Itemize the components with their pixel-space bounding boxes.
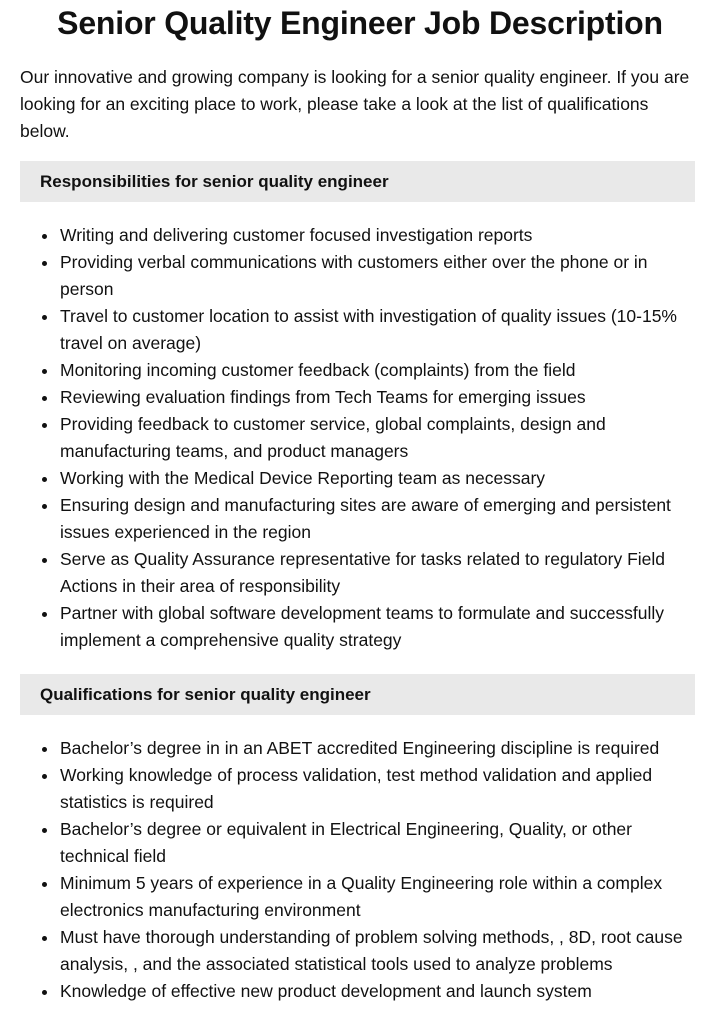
list-item: Partner with global software development teams to formulate and successfully implement a comprehensive quality strategy xyxy=(60,600,700,654)
qualifications-heading: Qualifications for senior quality engineer xyxy=(20,674,695,715)
page-title: Senior Quality Engineer Job Description xyxy=(57,5,663,41)
responsibilities-heading: Responsibilities for senior quality engineer xyxy=(20,161,695,202)
list-item: Providing verbal communications with customers either over the phone or in person xyxy=(60,249,700,303)
list-item: Working with the Medical Device Reporting team as necessary xyxy=(60,465,700,492)
intro-paragraph: Our innovative and growing company is looking for a senior quality engineer. If you are looking for an exciting place to work, please take a look at the list of qualifications below. xyxy=(20,67,690,141)
list-item: Must have thorough understanding of problem solving methods, , 8D, root cause analysis, , and the associated statistical tools used to analyze problems xyxy=(60,924,700,978)
list-item: Bachelor’s degree in in an ABET accredited Engineering discipline is required xyxy=(60,735,700,762)
list-item: Serve as Quality Assurance representative for tasks related to regulatory Field Actions in their area of responsibility xyxy=(60,546,700,600)
list-item: Travel to customer location to assist with investigation of quality issues (10-15% travel on average) xyxy=(60,303,700,357)
list-item: Working knowledge of process validation, test method validation and applied statistics is required xyxy=(60,762,700,816)
list-item: Providing feedback to customer service, global complaints, design and manufacturing teams, and product managers xyxy=(60,411,700,465)
responsibilities-list xyxy=(20,222,700,654)
list-item: Monitoring incoming customer feedback (complaints) from the field xyxy=(60,357,700,384)
list-item: Knowledge of effective new product development and launch system xyxy=(60,978,700,1005)
list-item: Minimum 5 years of experience in a Quality Engineering role within a complex electronics manufacturing environment xyxy=(60,870,700,924)
list-item: Writing and delivering customer focused investigation reports xyxy=(60,222,700,249)
list-item: Ensuring design and manufacturing sites are aware of emerging and persistent issues experienced in the region xyxy=(60,492,700,546)
list-item: Reviewing evaluation findings from Tech Teams for emerging issues xyxy=(60,384,700,411)
qualifications-list xyxy=(20,735,700,1005)
list-item: Bachelor’s degree or equivalent in Electrical Engineering, Quality, or other technical field xyxy=(60,816,700,870)
